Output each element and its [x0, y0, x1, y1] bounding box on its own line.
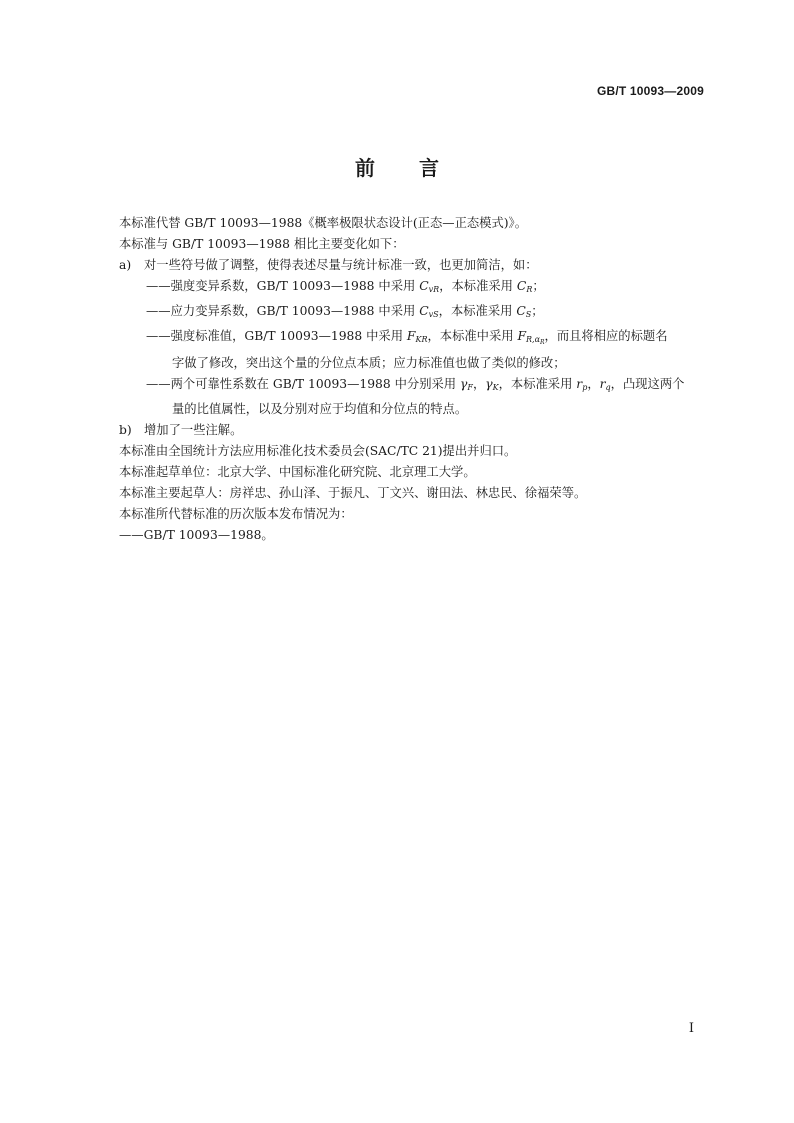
paragraph-proposed-by: 本标准由全国统计方法应用标准化技术委员会(SAC/TC 21)提出并归口。: [119, 444, 517, 459]
symbol-subscript: vR: [428, 284, 440, 294]
symbol-subscript: R: [526, 284, 533, 294]
dash-item-reliability-coeff-continued: 量的比值属性，以及分别对应于均值和分位点的特点。: [172, 402, 468, 417]
dash-item-strength-standard-continued: 字做了修改，突出这个量的分位点本质；应力标准值也做了类似的修改；: [172, 356, 566, 371]
dash-item-strength-standard: [119, 326, 707, 354]
list-item-b-text: 增加了一些注解。: [144, 423, 243, 438]
symbol: F: [517, 328, 527, 343]
dash-text: ——强度变异系数，GB/T 10093—1988 中采用: [146, 278, 420, 293]
page-title: 前言: [355, 156, 483, 180]
symbol: γ: [485, 377, 493, 392]
list-item-a-label: a): [119, 257, 132, 272]
dash-item-stress-cv: [119, 301, 707, 326]
symbol: C: [419, 303, 429, 318]
symbol: r: [599, 377, 606, 392]
dash-text: ；: [532, 278, 545, 293]
symbol: C: [419, 278, 429, 293]
dash-text: ，本标准采用: [498, 377, 577, 392]
symbol-subscript: F: [467, 383, 473, 393]
symbol: C: [516, 303, 526, 318]
dash-text: ——强度标准值，GB/T 10093—1988 中采用: [146, 328, 407, 343]
paragraph-previous-editions-intro: 本标准所代替标准的历次版本发布情况为：: [119, 506, 353, 521]
foreword-body: [119, 213, 707, 546]
symbol-subscript: KR: [415, 334, 428, 344]
standard-code-header: GB/T 10093—2009: [596, 84, 704, 98]
symbol: C: [516, 278, 527, 293]
dash-item-reliability-coeff: [119, 374, 707, 399]
dash-text: ，: [587, 377, 600, 392]
dash-text: ；: [531, 303, 544, 318]
dash-text: ，本标准采用: [438, 303, 517, 318]
list-item-a-text: 对一些符号做了调整，使得表述尽量与统计标准一致，也更加简洁，如：: [144, 257, 538, 272]
symbol-subscript: q: [605, 383, 611, 393]
symbol: F: [406, 328, 416, 343]
dash-text: ，: [472, 377, 486, 392]
page-number: I: [688, 1021, 694, 1036]
dash-text: ，本标准采用: [439, 278, 517, 293]
symbol-subscript: K: [492, 383, 499, 393]
dash-text: ——应力变异系数，GB/T 10093—1988 中采用: [146, 303, 420, 318]
dash-text: ——两个可靠性系数在 GB/T 10093—1988 中分别采用: [146, 377, 461, 392]
dash-text: ，而且将相应的标题名: [544, 328, 668, 343]
dash-text: ，凸现这两个: [610, 377, 685, 392]
symbol-subscript: vS: [428, 309, 439, 319]
dash-item-strength-cv: [119, 276, 707, 301]
symbol-subscript: S: [525, 309, 532, 319]
paragraph-drafters: 本标准主要起草人：房祥忠、孙山泽、于振凡、丁文兴、谢田法、林忠民、徐福荣等。: [119, 485, 587, 500]
symbol-subscript: R,α: [526, 334, 540, 344]
list-item-b: [119, 420, 707, 441]
symbol-subscript: p: [582, 383, 588, 393]
paragraph-changes-intro: 本标准与 GB/T 10093—1988 相比主要变化如下：: [119, 236, 405, 251]
symbol: γ: [460, 377, 468, 392]
list-item-b-label: b): [119, 423, 132, 438]
list-item-a: [119, 255, 707, 276]
dash-text: ，本标准中采用: [427, 328, 518, 343]
paragraph-previous-edition: ——GB/T 10093—1988。: [119, 527, 274, 542]
symbol-subscript-nested: R: [539, 338, 545, 346]
symbol: r: [576, 377, 583, 392]
paragraph-replaces: 本标准代替 GB/T 10093—1988《概率极限状态设计(正态—正态模式)》。: [119, 216, 528, 230]
paragraph-drafting-units: 本标准起草单位：北京大学、中国标准化研究院、北京理工大学。: [119, 464, 476, 479]
